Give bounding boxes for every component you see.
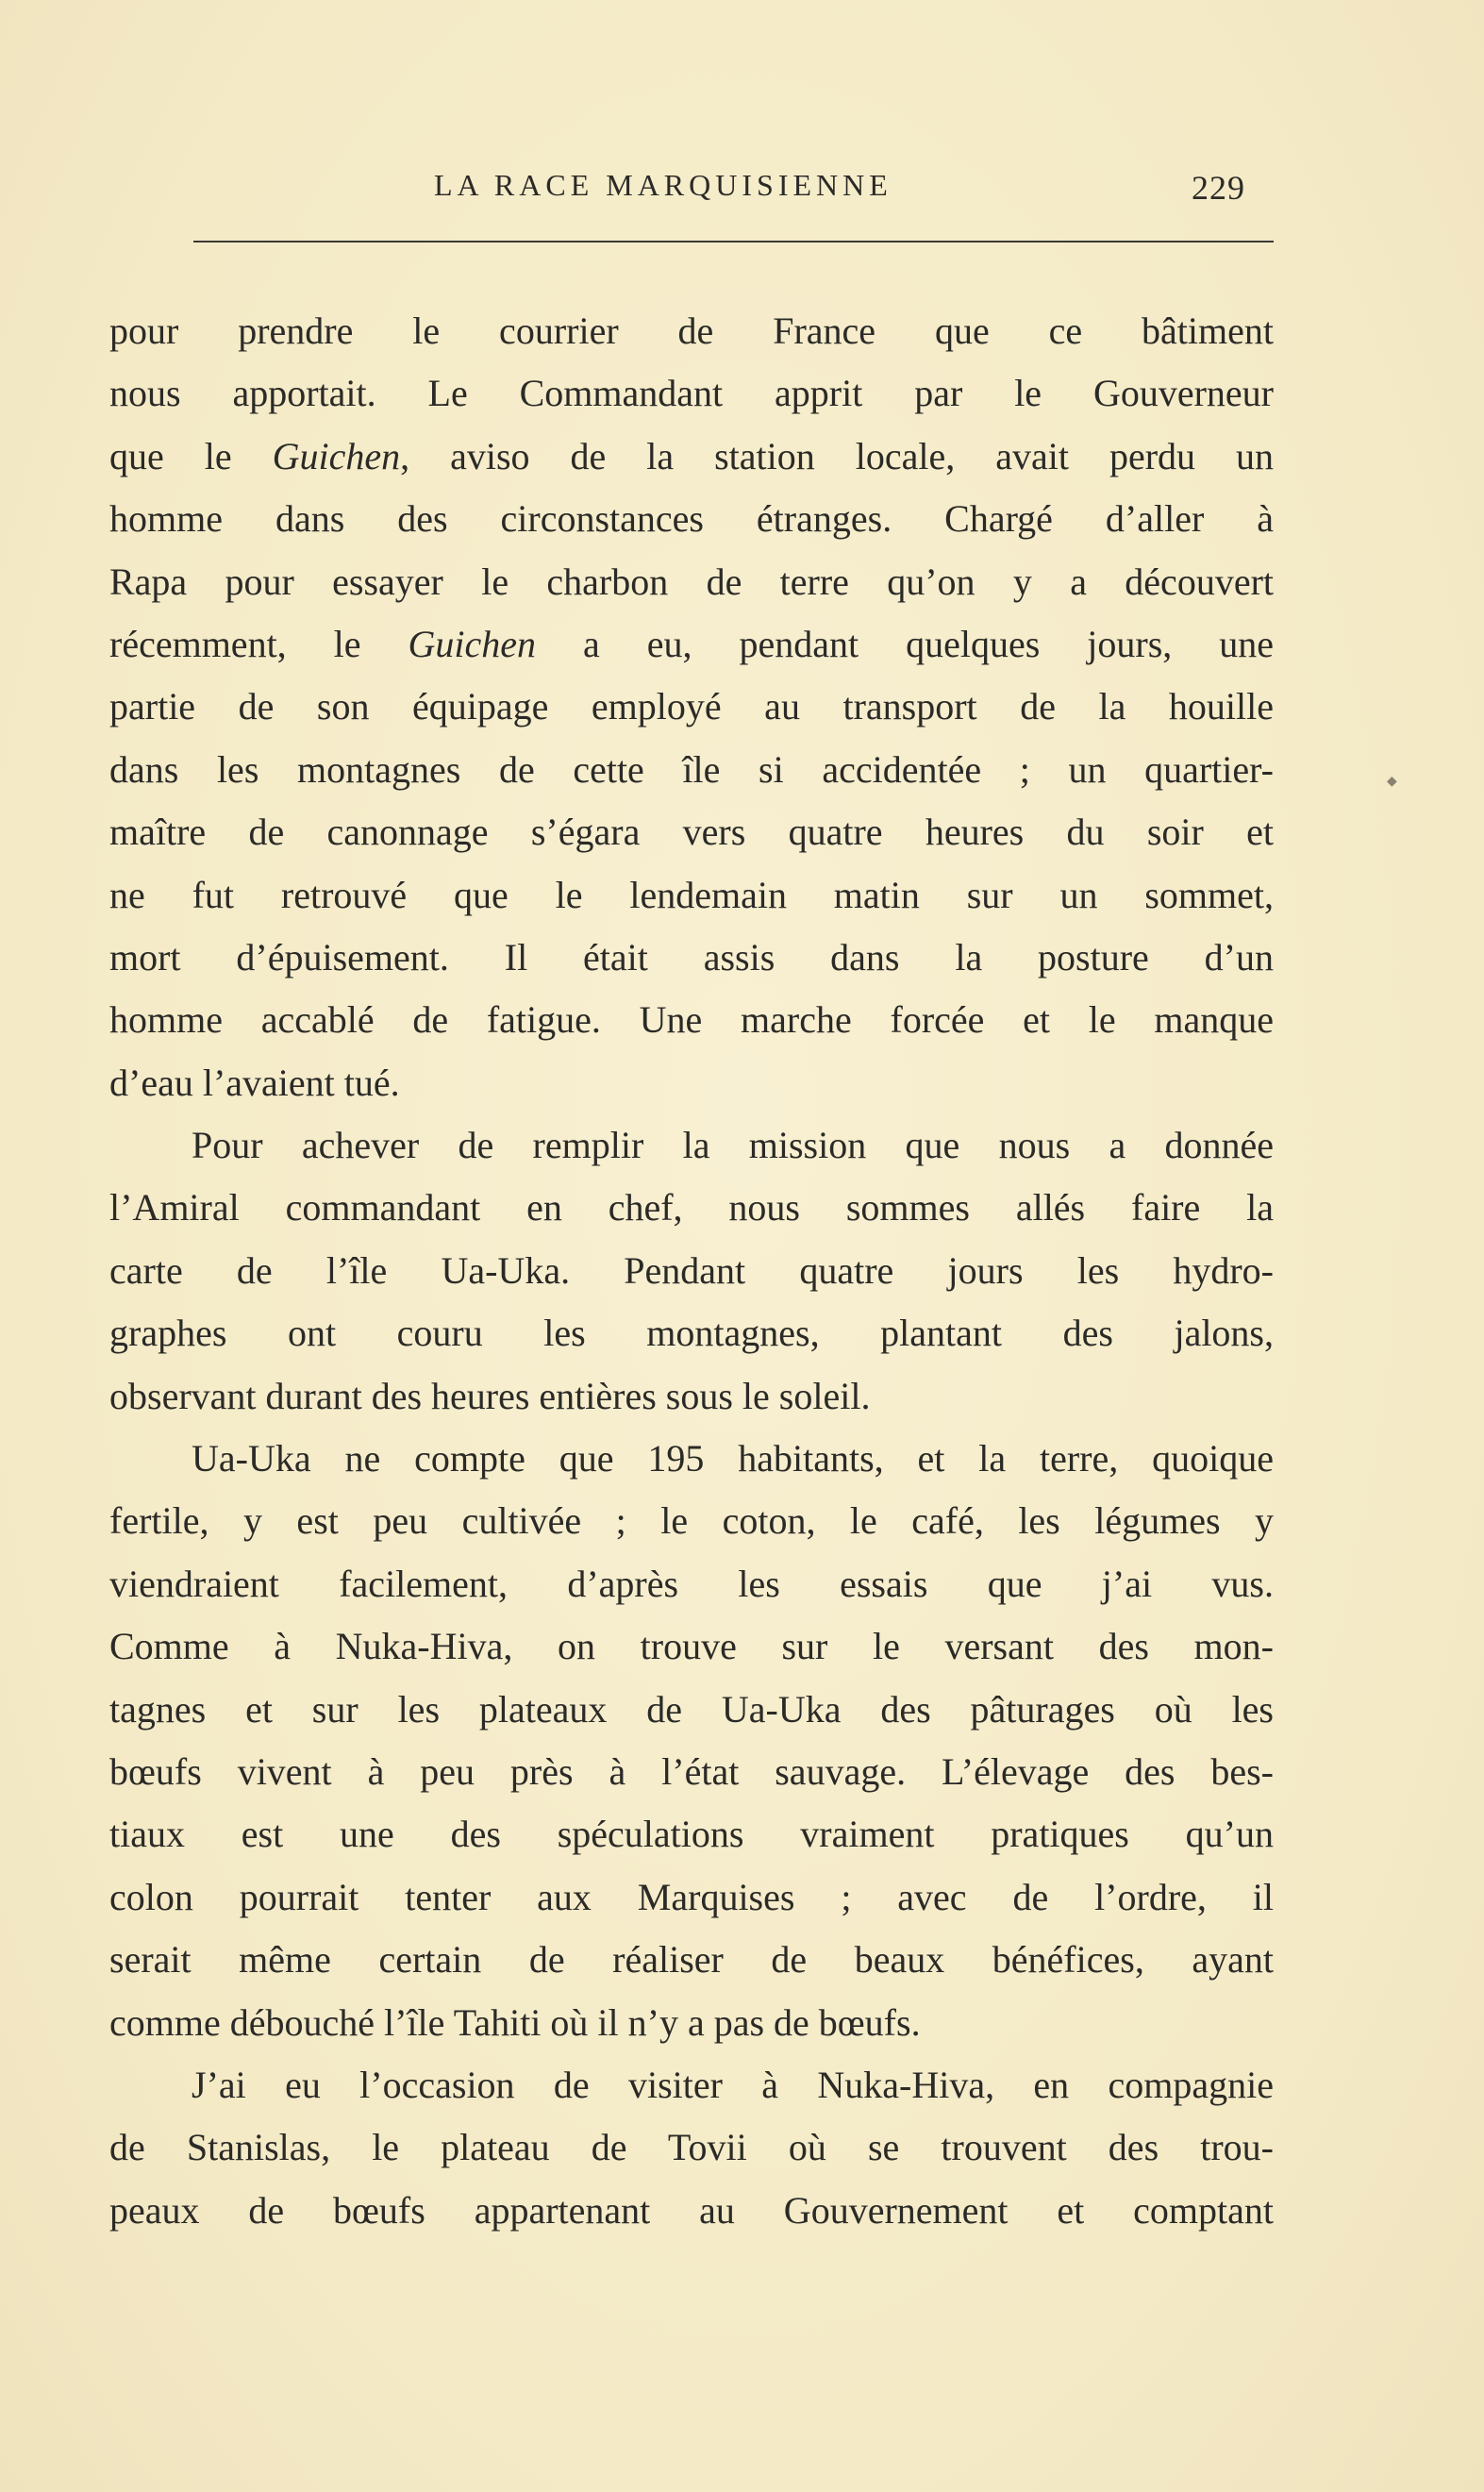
text-line: colon pourrait tenter aux Marquises ; avec de l’ordre, il [109, 1875, 1274, 1918]
paragraph-start: J’ai eu l’occasion de visiter à Nuka-Hiva, en compagnie [192, 2063, 1274, 2106]
text-line: mort d’épuisement. Il était assis dans la posture d’un [109, 935, 1274, 978]
margin-mark: ◆ [1387, 775, 1397, 789]
text-line: tiaux est une des spéculations vraiment pratiques qu’un [109, 1813, 1274, 1856]
text-line: viendraient facilement, d’après les essais que j’ai vus. [109, 1562, 1274, 1605]
text-line: bœufs vivent à peu près à l’état sauvage. L’élevage des bes- [109, 1749, 1274, 1793]
text-line: comme débouché l’île Tahiti où il n’y a pas de bœufs. [109, 2000, 921, 2044]
text-line: partie de son équipage employé au transport de la houille [109, 685, 1274, 728]
text-line: observant durant des heures entières sous le soleil. [109, 1374, 871, 1417]
text-line: nous apportait. Le Commandant apprit par le Gouverneur [109, 372, 1274, 415]
text-line: tagnes et sur les plateaux de Ua-Uka des pâturages où les [109, 1687, 1274, 1731]
text-line: l’Amiral commandant en chef, nous sommes allés faire la [109, 1186, 1274, 1229]
text-line: ne fut retrouvé que le lendemain matin sur un sommet, [109, 873, 1274, 916]
text-line: Rapa pour essayer le charbon de terre qu’on y a découvert [109, 560, 1274, 603]
running-title: LA RACE MARQUISIENNE [434, 168, 892, 202]
text-line [109, 613, 1274, 676]
text-line: serait même certain de réaliser de beaux bénéfices, ayant [109, 1938, 1274, 1982]
text-line: fertile, y est peu cultivée ; le coton, le café, les légumes y [109, 1499, 1274, 1543]
text-segment: récemment, le [109, 622, 409, 665]
body-text [109, 300, 1274, 2242]
text-segment: , aviso de la station locale, avait perdu un [400, 434, 1274, 477]
text-segment: que le [109, 434, 273, 477]
paragraph-start: Pour achever de remplir la mission que nous a donnée [192, 1124, 1274, 1167]
text-segment: a eu, pendant quelques jours, une [536, 622, 1274, 665]
text-line: de Stanislas, le plateau de Tovii où se trouvent des trou- [109, 2126, 1274, 2169]
ship-name: Guichen [272, 434, 401, 477]
text-line: maître de canonnage s’égara vers quatre heures du soir et [109, 811, 1274, 854]
paragraph-start: Ua-Uka ne compte que 195 habitants, et la terre, quoique [192, 1437, 1274, 1480]
ship-name: Guichen [408, 622, 537, 665]
text-line: dans les montagnes de cette île si accidentée ; un quartier- [109, 747, 1274, 791]
page-number: 229 [1192, 169, 1245, 207]
text-line: peaux de bœufs appartenant au Gouvernement et comptant [109, 2188, 1274, 2232]
text-line [109, 426, 1274, 488]
text-line: carte de l’île Ua-Uka. Pendant quatre jours les hydro- [109, 1248, 1274, 1292]
text-line: graphes ont couru les montagnes, plantant des jalons, [109, 1312, 1274, 1355]
text-line: pour prendre le courrier de France que ce bâtiment [109, 309, 1274, 352]
header-rule [193, 241, 1274, 243]
text-line: d’eau l’avaient tué. [109, 1061, 400, 1104]
text-line: homme accablé de fatigue. Une marche forcée et le manque [109, 998, 1274, 1042]
text-line: Comme à Nuka-Hiva, on trouve sur le versant des mon- [109, 1625, 1274, 1668]
text-line: homme dans des circonstances étranges. Chargé d’aller à [109, 497, 1274, 541]
